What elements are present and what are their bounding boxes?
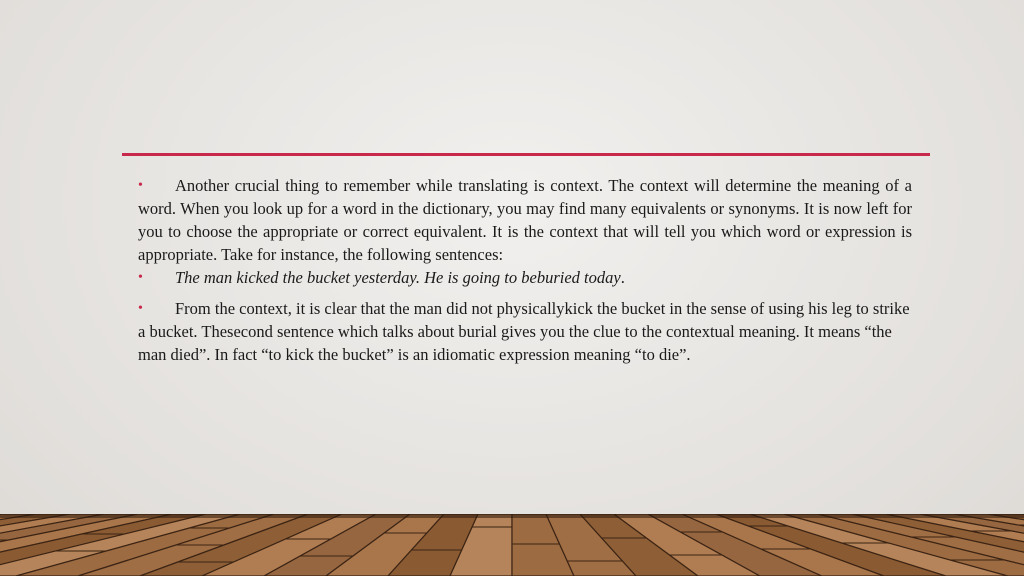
example-sentence-period: . bbox=[620, 268, 625, 287]
accent-divider-line bbox=[122, 153, 930, 156]
paragraph-text: Another crucial thing to remember while translating is context. The context will determine the meaning of a word. When you look up for a word in the dictionary, you may find many equivalents or synonyms. It is now left for you to choose the appropriate or correct equivalent. It is the context that will tell you which word or expression is appropriate. Take for instance, the following sentences: bbox=[138, 176, 912, 264]
wood-floor-image bbox=[0, 514, 1024, 576]
bullet-icon: • bbox=[138, 178, 143, 193]
paragraph-text: From the context, it is clear that the man did not physicallykick the bucket in the sense of using his leg to strike a bucket. Thesecond sentence which talks about burial gives you the clue to the contextual meaning. It means “the man died”. In fact “to kick the bucket” is an idiomatic expression meaning “to die”. bbox=[138, 299, 910, 364]
example-sentence: The man kicked the bucket yesterday. He is going to beburied today bbox=[175, 268, 621, 287]
bullet-paragraph-context bbox=[138, 174, 912, 266]
slide-body bbox=[138, 174, 912, 366]
bullet-paragraph-explanation bbox=[138, 297, 912, 366]
bullet-icon: • bbox=[138, 270, 143, 285]
bullet-icon: • bbox=[138, 301, 143, 316]
wood-floor-decoration bbox=[0, 514, 1024, 576]
floor-edge-shadow bbox=[0, 514, 1024, 518]
bullet-paragraph-example bbox=[138, 266, 912, 289]
